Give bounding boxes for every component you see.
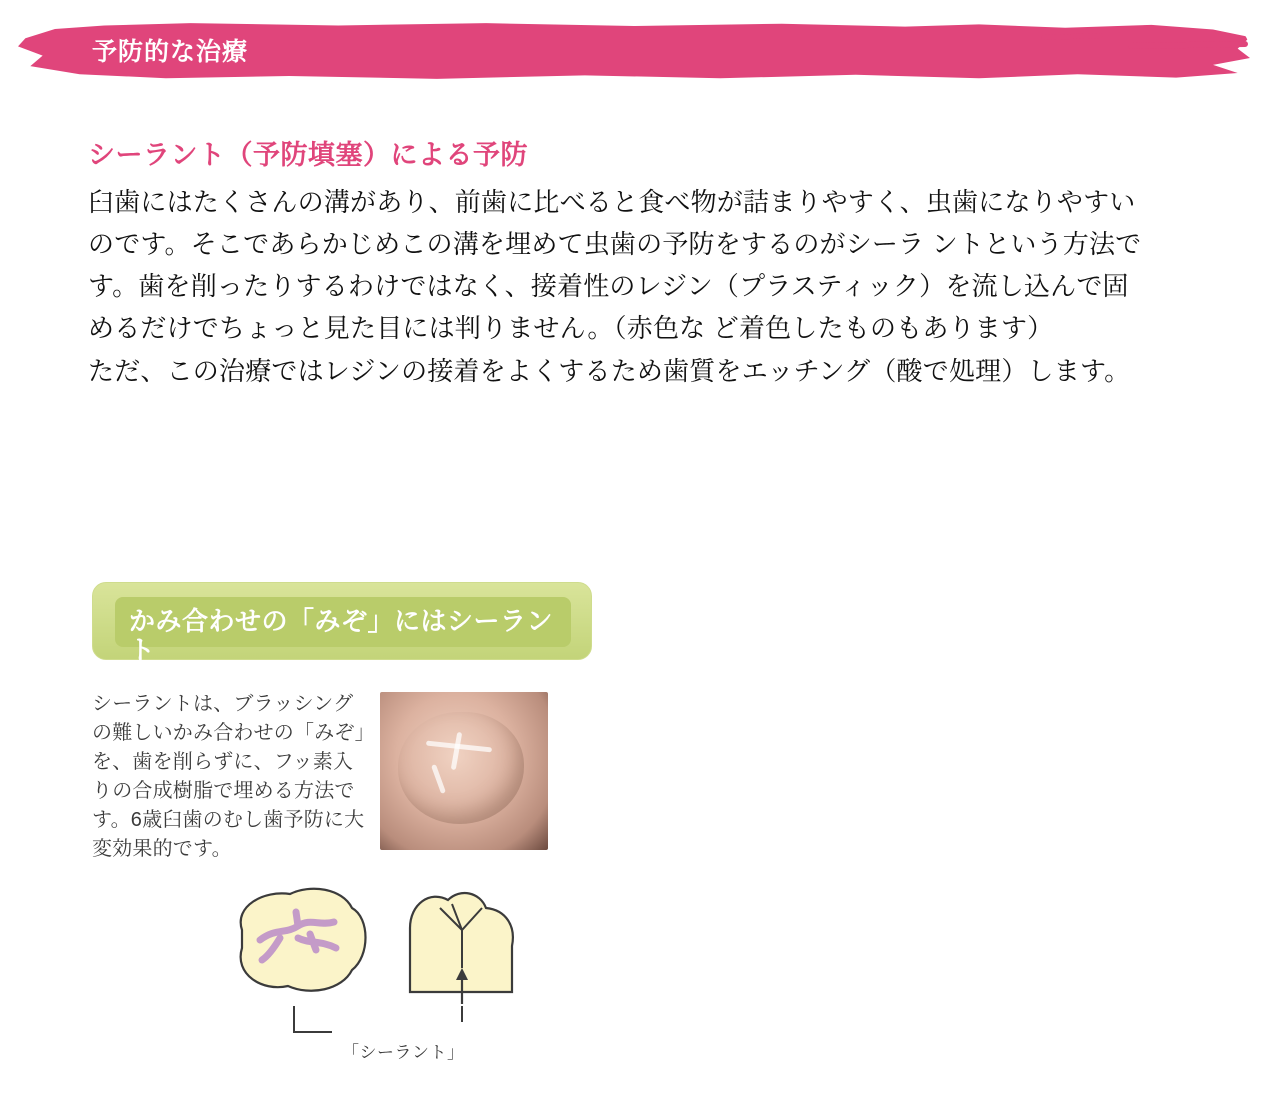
sealant-figure bbox=[92, 582, 604, 1080]
page-header-banner bbox=[0, 12, 1268, 88]
figure-caption-text: シーラントは、ブラッシングの難しいかみ合わせの「みぞ」を、歯を削らずに、フッ素入りの合成樹脂で埋める方法です。6歳臼歯のむし歯予防に大変効果的です。 bbox=[92, 693, 365, 860]
molar-photo bbox=[380, 692, 548, 850]
sealant-diagram bbox=[224, 882, 554, 1072]
figure-banner-label: かみ合わせの「みぞ」にはシーラント bbox=[129, 606, 554, 665]
section-heading: シーラント（予防填塞）による予防 bbox=[88, 140, 528, 170]
page-title: 予防的な治療 bbox=[92, 38, 249, 66]
diagram-label: 「シーラント」 bbox=[342, 1043, 465, 1062]
molar-photo-tooth bbox=[398, 712, 524, 824]
article-content bbox=[88, 138, 1148, 392]
article-paragraph-2: ただ、この治療ではレジンの接着をよくするため歯質をエッチング（酸で処理）します。 bbox=[88, 355, 1131, 386]
figure-caption bbox=[92, 690, 372, 864]
figure-banner bbox=[92, 582, 592, 665]
article-paragraph-1: 臼歯にはたくさんの溝があり、前歯に比べると食べ物が詰まりやすく、虫歯になりやすいのです。そこであらかじめこの溝を埋めて虫歯の予防をするのがシーラ ントという方法です。歯を削ったりするわけではなく、接着性のレジン（プラスティック）を流し込んで固めるだけでちょっと見た目には判りません。（赤色な ど着色したものもあります） bbox=[88, 187, 1142, 344]
article-body bbox=[88, 181, 1148, 392]
